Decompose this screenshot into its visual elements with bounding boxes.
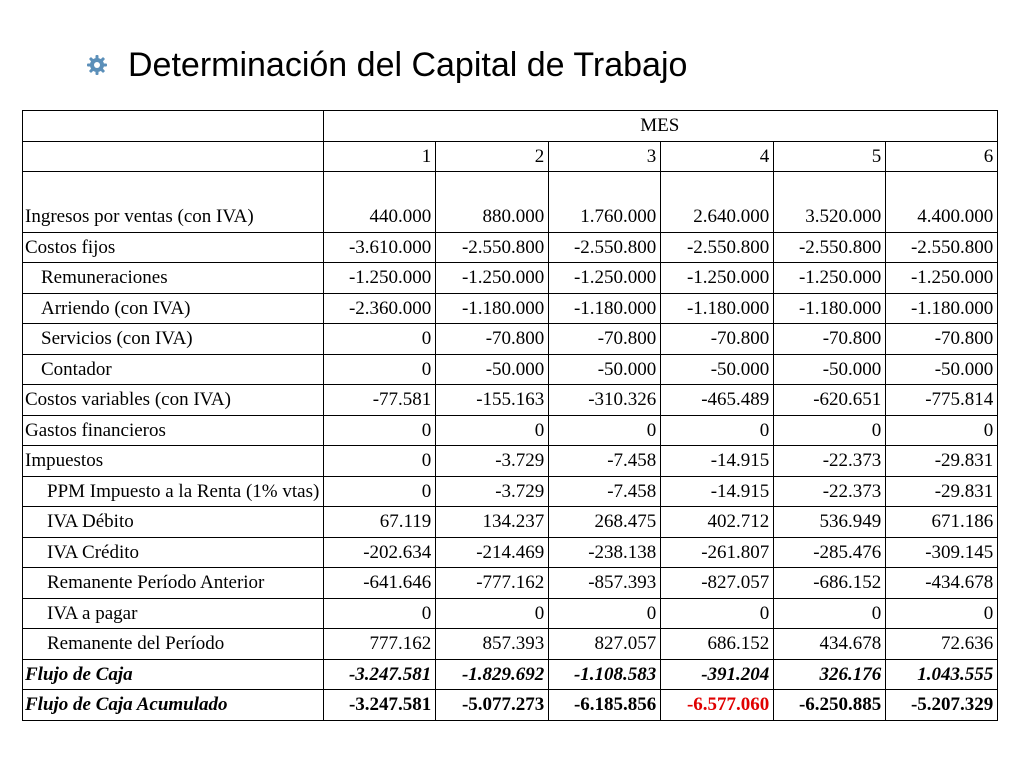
corner-cell xyxy=(23,141,324,172)
row-label: Impuestos xyxy=(23,446,324,477)
value-cell: -285.476 xyxy=(774,537,886,568)
value-cell: 0 xyxy=(549,598,661,629)
value-cell: -70.800 xyxy=(661,324,774,355)
value-cell: -641.646 xyxy=(324,568,436,599)
value-cell: -1.180.000 xyxy=(886,293,998,324)
table-row xyxy=(23,263,998,294)
value-cell: -2.550.800 xyxy=(886,232,998,263)
value-cell: -1.180.000 xyxy=(549,293,661,324)
row-label: Contador xyxy=(23,354,324,385)
value-cell: -50.000 xyxy=(774,354,886,385)
value-cell: -1.829.692 xyxy=(436,659,549,690)
value-cell: -1.108.583 xyxy=(549,659,661,690)
value-cell: 0 xyxy=(886,415,998,446)
value-cell: -6.185.856 xyxy=(549,690,661,721)
value-cell: -50.000 xyxy=(661,354,774,385)
value-cell: -434.678 xyxy=(886,568,998,599)
row-label: Flujo de Caja Acumulado xyxy=(23,690,324,721)
table-row xyxy=(23,324,998,355)
value-cell: -5.077.273 xyxy=(436,690,549,721)
value-cell: 0 xyxy=(436,598,549,629)
value-cell: 268.475 xyxy=(549,507,661,538)
value-cell: -1.180.000 xyxy=(774,293,886,324)
value-cell: -777.162 xyxy=(436,568,549,599)
row-label: Ingresos por ventas (con IVA) xyxy=(23,202,324,232)
value-cell: -29.831 xyxy=(886,446,998,477)
value-cell: 880.000 xyxy=(436,202,549,232)
value-cell: -14.915 xyxy=(661,446,774,477)
value-cell: -155.163 xyxy=(436,385,549,416)
value-cell: 827.057 xyxy=(549,629,661,660)
value-cell: 0 xyxy=(661,598,774,629)
value-cell: -50.000 xyxy=(436,354,549,385)
value-cell: -3.247.581 xyxy=(324,690,436,721)
row-label: IVA a pagar xyxy=(23,598,324,629)
value-cell: -29.831 xyxy=(886,476,998,507)
value-cell: -3.729 xyxy=(436,476,549,507)
value-cell: 1.760.000 xyxy=(549,202,661,232)
month-header: 5 xyxy=(774,141,886,172)
table-row xyxy=(23,690,998,721)
month-header: 2 xyxy=(436,141,549,172)
value-cell: 0 xyxy=(661,415,774,446)
value-cell: -2.550.800 xyxy=(436,232,549,263)
month-header: 3 xyxy=(549,141,661,172)
value-cell: -1.250.000 xyxy=(774,263,886,294)
value-cell: -3.247.581 xyxy=(324,659,436,690)
value-cell: 1.043.555 xyxy=(886,659,998,690)
table-row xyxy=(23,354,998,385)
value-cell: 0 xyxy=(436,415,549,446)
value-cell: 2.640.000 xyxy=(661,202,774,232)
value-cell: -2.550.800 xyxy=(661,232,774,263)
value-cell: -3.610.000 xyxy=(324,232,436,263)
value-cell: -202.634 xyxy=(324,537,436,568)
corner-cell xyxy=(23,111,324,142)
value-cell: -7.458 xyxy=(549,476,661,507)
row-label: IVA Crédito xyxy=(23,537,324,568)
value-cell: 0 xyxy=(324,354,436,385)
value-cell: -238.138 xyxy=(549,537,661,568)
value-cell: -6.577.060 xyxy=(661,690,774,721)
value-cell: 0 xyxy=(324,598,436,629)
value-cell: -70.800 xyxy=(774,324,886,355)
value-cell: -22.373 xyxy=(774,446,886,477)
value-cell: -465.489 xyxy=(661,385,774,416)
value-cell: -70.800 xyxy=(436,324,549,355)
value-cell: 686.152 xyxy=(661,629,774,660)
group-header-mes: MES xyxy=(324,111,998,142)
value-cell: -2.360.000 xyxy=(324,293,436,324)
month-header: 1 xyxy=(324,141,436,172)
value-cell: -70.800 xyxy=(549,324,661,355)
value-cell: 857.393 xyxy=(436,629,549,660)
value-cell: 0 xyxy=(886,598,998,629)
value-cell: -1.180.000 xyxy=(661,293,774,324)
table-row xyxy=(23,659,998,690)
value-cell: 777.162 xyxy=(324,629,436,660)
slide-title: Determinación del Capital de Trabajo xyxy=(128,45,688,84)
value-cell: -391.204 xyxy=(661,659,774,690)
cash-flow-table xyxy=(22,110,998,721)
table-row xyxy=(23,385,998,416)
row-label: Costos variables (con IVA) xyxy=(23,385,324,416)
value-cell: -1.250.000 xyxy=(549,263,661,294)
value-cell: 0 xyxy=(324,415,436,446)
value-cell: 3.520.000 xyxy=(774,202,886,232)
value-cell: -22.373 xyxy=(774,476,886,507)
table-row xyxy=(23,537,998,568)
row-label: PPM Impuesto a la Renta (1% vtas) xyxy=(23,476,324,507)
value-cell: 67.119 xyxy=(324,507,436,538)
value-cell: -261.807 xyxy=(661,537,774,568)
row-label: Gastos financieros xyxy=(23,415,324,446)
table-row xyxy=(23,568,998,599)
gear-bullet-icon xyxy=(86,54,108,76)
value-cell: -775.814 xyxy=(886,385,998,416)
value-cell: -2.550.800 xyxy=(549,232,661,263)
value-cell: -857.393 xyxy=(549,568,661,599)
value-cell: -50.000 xyxy=(886,354,998,385)
row-label: Arriendo (con IVA) xyxy=(23,293,324,324)
table-row xyxy=(23,507,998,538)
value-cell: -7.458 xyxy=(549,446,661,477)
value-cell: 134.237 xyxy=(436,507,549,538)
value-cell: 671.186 xyxy=(886,507,998,538)
row-label: Remanente del Período xyxy=(23,629,324,660)
value-cell: -1.250.000 xyxy=(436,263,549,294)
value-cell: 0 xyxy=(324,446,436,477)
value-cell: 0 xyxy=(324,476,436,507)
value-cell: 0 xyxy=(774,415,886,446)
row-label: Flujo de Caja xyxy=(23,659,324,690)
value-cell: -5.207.329 xyxy=(886,690,998,721)
table-row xyxy=(23,202,998,232)
value-cell: -1.180.000 xyxy=(436,293,549,324)
value-cell: -3.729 xyxy=(436,446,549,477)
spacer-row xyxy=(23,172,998,203)
value-cell: -14.915 xyxy=(661,476,774,507)
value-cell: -2.550.800 xyxy=(774,232,886,263)
row-label: Remanente Período Anterior xyxy=(23,568,324,599)
value-cell: -686.152 xyxy=(774,568,886,599)
value-cell: -70.800 xyxy=(886,324,998,355)
slide-title-row xyxy=(86,40,687,90)
value-cell: -620.651 xyxy=(774,385,886,416)
value-cell: 72.636 xyxy=(886,629,998,660)
value-cell: 326.176 xyxy=(774,659,886,690)
month-header: 4 xyxy=(661,141,774,172)
row-label: Costos fijos xyxy=(23,232,324,263)
value-cell: 0 xyxy=(774,598,886,629)
table-row xyxy=(23,598,998,629)
value-cell: -1.250.000 xyxy=(886,263,998,294)
value-cell: 536.949 xyxy=(774,507,886,538)
table-row xyxy=(23,446,998,477)
value-cell: -214.469 xyxy=(436,537,549,568)
table-row xyxy=(23,476,998,507)
value-cell: -77.581 xyxy=(324,385,436,416)
value-cell: 0 xyxy=(324,324,436,355)
value-cell: -50.000 xyxy=(549,354,661,385)
month-header: 6 xyxy=(886,141,998,172)
value-cell: -310.326 xyxy=(549,385,661,416)
group-header-row xyxy=(23,111,998,142)
value-cell: -1.250.000 xyxy=(661,263,774,294)
value-cell: 402.712 xyxy=(661,507,774,538)
value-cell: 434.678 xyxy=(774,629,886,660)
value-cell: 0 xyxy=(549,415,661,446)
value-cell: 4.400.000 xyxy=(886,202,998,232)
table-row xyxy=(23,629,998,660)
value-cell: -1.250.000 xyxy=(324,263,436,294)
value-cell: -827.057 xyxy=(661,568,774,599)
table-row xyxy=(23,232,998,263)
value-cell: 440.000 xyxy=(324,202,436,232)
value-cell: -309.145 xyxy=(886,537,998,568)
value-cell: -6.250.885 xyxy=(774,690,886,721)
row-label: IVA Débito xyxy=(23,507,324,538)
row-label: Remuneraciones xyxy=(23,263,324,294)
table-row xyxy=(23,293,998,324)
table-row xyxy=(23,415,998,446)
month-header-row xyxy=(23,141,998,172)
row-label: Servicios (con IVA) xyxy=(23,324,324,355)
